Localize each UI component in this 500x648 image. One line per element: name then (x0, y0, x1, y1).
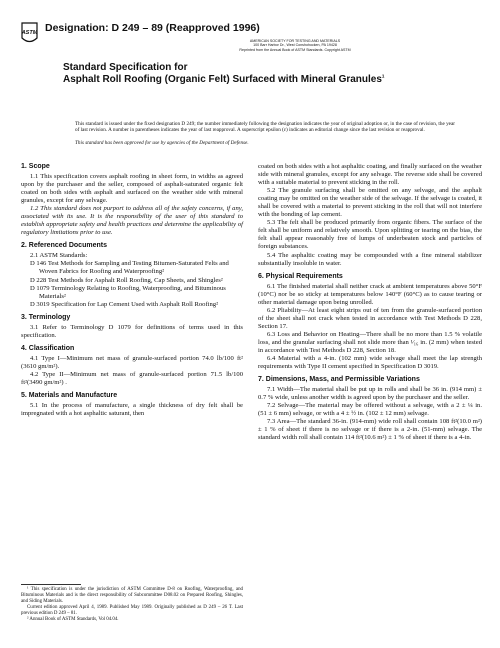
left-column (21, 163, 243, 418)
paragraph: 5.2 The granule surfacing shall be omitted on any selvage, and the asphalt coating may be omitted on the weather side of the selvage. If the selvage is coated, it shall be covered with a material to prevent sticking in the roll that will not interfere with the bonding of lap cement. (258, 187, 482, 219)
paragraph: 1.1 This specification covers asphalt roofing in sheet form, in widths as agreed upon by the purchaser and the seller, composed of asphalt-saturated organic felt coated on both sides with asphalt and surfaced on the weather side with mineral granules, except for any selvage. (21, 173, 243, 205)
title-line-1: Standard Specification for (63, 62, 188, 73)
paragraph: 4.2 Type II—Minimum net mass of granule-surfaced portion 71.5 lb/100 ft²(3490 gm/m²) . (21, 370, 243, 386)
footnote: ¹ This specification is under the jurisdiction of ASTM Committee D-8 on Roofing, Waterproofing, and Bituminous Materials and is the direct responsibility of Subcommittee D08.02 on Prepared Roofing, Shingles, and Siding Materials. (21, 587, 243, 604)
paragraph: 1.2 This standard does not purport to address all of the safety concerns, if any, associated with its use. It is the responsibility of the user of this standard to establish appropriate safety and health practices and determine the applicability of regulatory limitations prior to use. (21, 205, 243, 237)
society-line: 100 Barr Harbor Dr., West Conshohocken, PA 19428 (253, 43, 337, 48)
paragraph: 5.1 In the process of manufacture, a single thickness of dry felt shall be impregnated with a hot asphaltic saturant, then (21, 401, 243, 418)
astm-logo (21, 22, 38, 46)
section-heading: 4. Classification (21, 344, 75, 352)
section-heading: 2. Referenced Documents (21, 242, 107, 250)
section-heading: 6. Physical Requirements (258, 272, 343, 280)
section-heading: 1. Scope (21, 163, 50, 170)
paragraph: 7.3 Area—The standard 36-in. (914-mm) wide roll shall contain 108 ft²(10.0 m²) ± 1 % of sheet if there is no selvage or if there is a 2-in. (51-mm) selvage. The standard width roll shall contain 114 ft²(10.6 m²) ± 1 % of sheet if there is a 4-in. (258, 418, 482, 442)
footnote-divider (21, 584, 81, 585)
society-info (190, 39, 400, 52)
paragraph: 6.3 Loss and Behavior on Heating—There shall be no more than 1.5 % volatile loss, and the granular surfacing shall not slide more than ¹⁄₁₆ in. (2 mm) when tested in accordance with Test Methods D 228, Section 18. (258, 330, 482, 354)
logo-label: ASTM (21, 30, 38, 36)
paragraph: 6.1 The finished material shall neither crack at ambient temperatures above 50°F (10°C) nor be so sticky at temperatures below 140°F (60°C) as to cause tearing or other material damage upon being unrolled. (258, 282, 482, 306)
reference-item: D 1079 Terminology Relating to Roofing, Waterproofing, and Bituminous Materials² (30, 284, 226, 300)
document-title (63, 62, 463, 86)
society-line: Reprinted from the Annual Book of ASTM Standards. Copyright ASTM (239, 47, 351, 52)
issuance-notice: This standard is issued under the fixed designation D 249; the number immediately following the designation indicates the year of original adoption or, in the case of revision, the year of last revision. A number in parentheses indicates the year of last reapproval. A superscript epsilon (ε) indicates an editorial change since the last revision or reapproval. (75, 121, 455, 134)
title-line-2 (63, 74, 463, 86)
title-footnote-mark: 1 (381, 73, 385, 79)
section-heading: 5. Materials and Manufacture (21, 391, 118, 399)
paragraph: 5.3 The felt shall be produced primarily from organic fibers. The surface of the felt shall be uniform and relatively smooth. Upon splitting or tearing on the bias, the felt shall appear reasonably free of lumps of underbeaten stock and particles of foreign substances. (258, 219, 482, 251)
reference-item: D 228 Test Methods for Asphalt Roll Roofing, Cap Sheets, and Shingles² (30, 276, 223, 284)
paragraph: 4.1 Type I—Minimum net mass of granule-surfaced portion 74.0 lb/100 ft² (3610 gm/m²). (21, 354, 243, 370)
paragraph: 5.4 The asphaltic coating may be compounded with a fine mineral stabilizer substantially insoluble in water. (258, 251, 482, 267)
footnote: Current edition approved April 4, 1989. Published May 1989. Originally published as D 249 – 26 T. Last previous edition D 249 – 81. (21, 605, 243, 616)
paragraph: coated on both sides with a hot asphaltic coating, and finally surfaced on the weather side with mineral granules, except for any selvage. The reverse side shall be covered with a suitable material to prevent sticking in the roll. (258, 163, 482, 187)
reference-item: D 146 Test Methods for Sampling and Testing Bitumen-Saturated Felts and Woven Fabrics for Roofing and Waterproofing² (30, 260, 229, 276)
section-heading: 3. Terminology (21, 313, 71, 321)
footnotes (21, 587, 243, 623)
right-column (258, 163, 482, 442)
footnote: ² Annual Book of ASTM Standards, Vol 04.04. (27, 617, 119, 622)
designation: Designation: D 249 – 89 (Reapproved 1996) (45, 22, 260, 34)
paragraph: 6.4 Material with a 4-in. (102 mm) wide selvage shall meet the lap strength requirements with Type II cement specified in Specification D 3019. (258, 355, 482, 371)
dod-approval-note: This standard has been approved for use by agencies of the Department of Defense. (75, 140, 249, 146)
reference-item: D 3019 Specification for Lap Cement Used with Asphalt Roll Roofing² (30, 300, 219, 308)
paragraph: 7.2 Selvage—The material may be offered without a selvage, with a 2 ± ¼ in. (51 ± 6 mm) selvage, or with a 4 ± ½ in. (102 ± 12 mm) selvage. (258, 402, 482, 418)
title-text: Asphalt Roll Roofing (Organic Felt) Surfaced with Mineral Granules (63, 74, 382, 85)
paragraph: 3.1 Refer to Terminology D 1079 for definitions of terms used in this specification. (21, 323, 243, 339)
paragraph: 2.1 ASTM Standards: (30, 252, 88, 260)
society-line: AMERICAN SOCIETY FOR TESTING AND MATERIALS (249, 39, 341, 43)
section-heading: 7. Dimensions, Mass, and Permissible Variations (258, 376, 420, 384)
paragraph: 7.1 Width—The material shall be put up in rolls and shall be 36 in. (914 mm) ± 0.7 % wide, unless another width is agreed upon by the purchaser and the seller. (258, 386, 482, 402)
paragraph: 6.2 Pliability—At least eight strips out of ten from the granule-surfaced portion of the sheet shall not crack when tested in accordance with Test Methods D 228, Section 17. (258, 306, 482, 330)
